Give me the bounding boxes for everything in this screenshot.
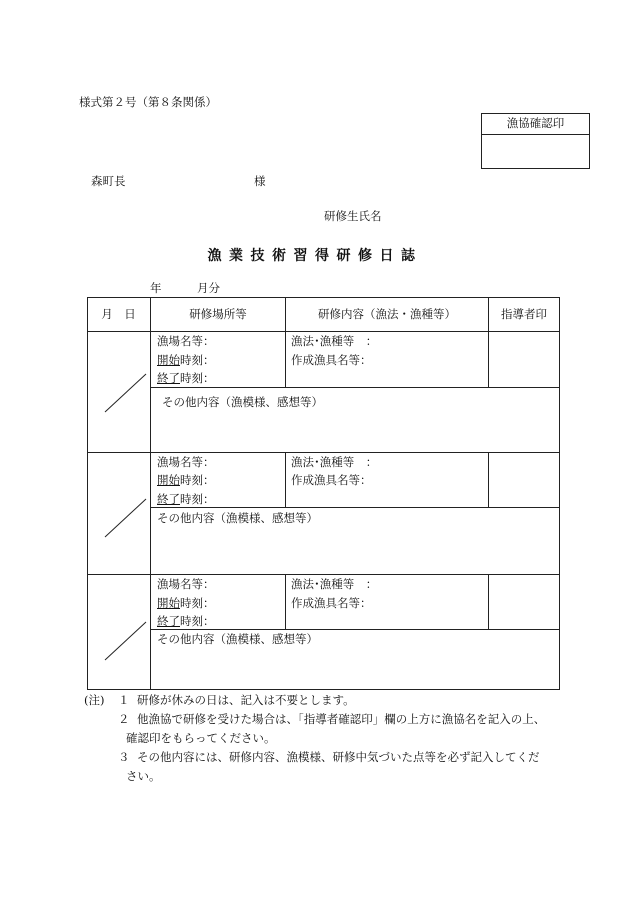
end-time-field[interactable]: 終了時刻：: [157, 614, 215, 628]
fishing-ground-field[interactable]: 漁場名等：: [157, 577, 215, 591]
stamp-box-label: 漁協確認印: [482, 114, 589, 135]
header-date: 月 日: [101, 307, 136, 321]
notes-prefix: (注): [84, 693, 105, 707]
addressee-name: 森町長: [91, 174, 126, 188]
note-text-continued: さい。: [126, 769, 161, 783]
fishing-ground-field[interactable]: 漁場名等：: [157, 334, 215, 348]
start-time-field[interactable]: 開始時刻：: [157, 596, 215, 610]
start-time-field[interactable]: 開始時刻：: [157, 473, 215, 487]
fishing-ground-field[interactable]: 漁場名等：: [157, 455, 215, 469]
other-content-field[interactable]: その他内容（漁模様、感想等）: [157, 511, 318, 525]
fishing-method-field[interactable]: 漁法･漁種等 ：: [291, 455, 378, 469]
date-slash-icon: [100, 618, 150, 664]
note-text: その他内容には、研修内容、漁模様、研修中気づいた点等を必ず記入してくだ: [137, 750, 540, 764]
note-text: 他漁協で研修を受けた場合は、「指導者確認印」欄の上方に漁協名を記入の上、: [137, 712, 546, 726]
start-time-field[interactable]: 開始時刻：: [157, 353, 215, 367]
end-time-field[interactable]: 終了時刻：: [157, 492, 215, 506]
note-number: ３: [118, 750, 130, 764]
note-text: 研修が休みの日は、記入は不要とします。: [137, 693, 355, 707]
header-place: 研修場所等: [189, 307, 247, 321]
other-content-field[interactable]: その他内容（漁模様、感想等）: [162, 395, 323, 409]
trainee-name-label: 研修生氏名: [324, 209, 382, 223]
date-slash-icon: [100, 370, 150, 416]
addressee-honorific: 様: [254, 174, 266, 188]
note-number: ２: [118, 712, 130, 726]
fishing-gear-field[interactable]: 作成漁具名等：: [291, 353, 372, 367]
period-month: 月分: [197, 281, 220, 295]
period-year: 年: [150, 281, 162, 295]
header-instructor: 指導者印: [501, 307, 547, 321]
note-text-continued: 確認印をもらってください。: [126, 731, 276, 745]
date-slash-icon: [100, 495, 150, 541]
fishing-gear-field[interactable]: 作成漁具名等：: [291, 596, 372, 610]
fishing-gear-field[interactable]: 作成漁具名等：: [291, 473, 372, 487]
note-number: １: [118, 693, 130, 707]
page-title: 漁業技術習得研修日誌: [207, 248, 423, 264]
fishing-method-field[interactable]: 漁法･漁種等 ：: [291, 577, 378, 591]
header-content: 研修内容（漁法・漁種等）: [318, 307, 456, 321]
form-number: 様式第２号（第８条関係）: [79, 95, 217, 109]
end-time-field[interactable]: 終了時刻：: [157, 371, 215, 385]
fishery-coop-stamp-box: [481, 113, 590, 169]
fishing-method-field[interactable]: 漁法･漁種等 ：: [291, 334, 378, 348]
other-content-field[interactable]: その他内容（漁模様、感想等）: [157, 632, 318, 646]
